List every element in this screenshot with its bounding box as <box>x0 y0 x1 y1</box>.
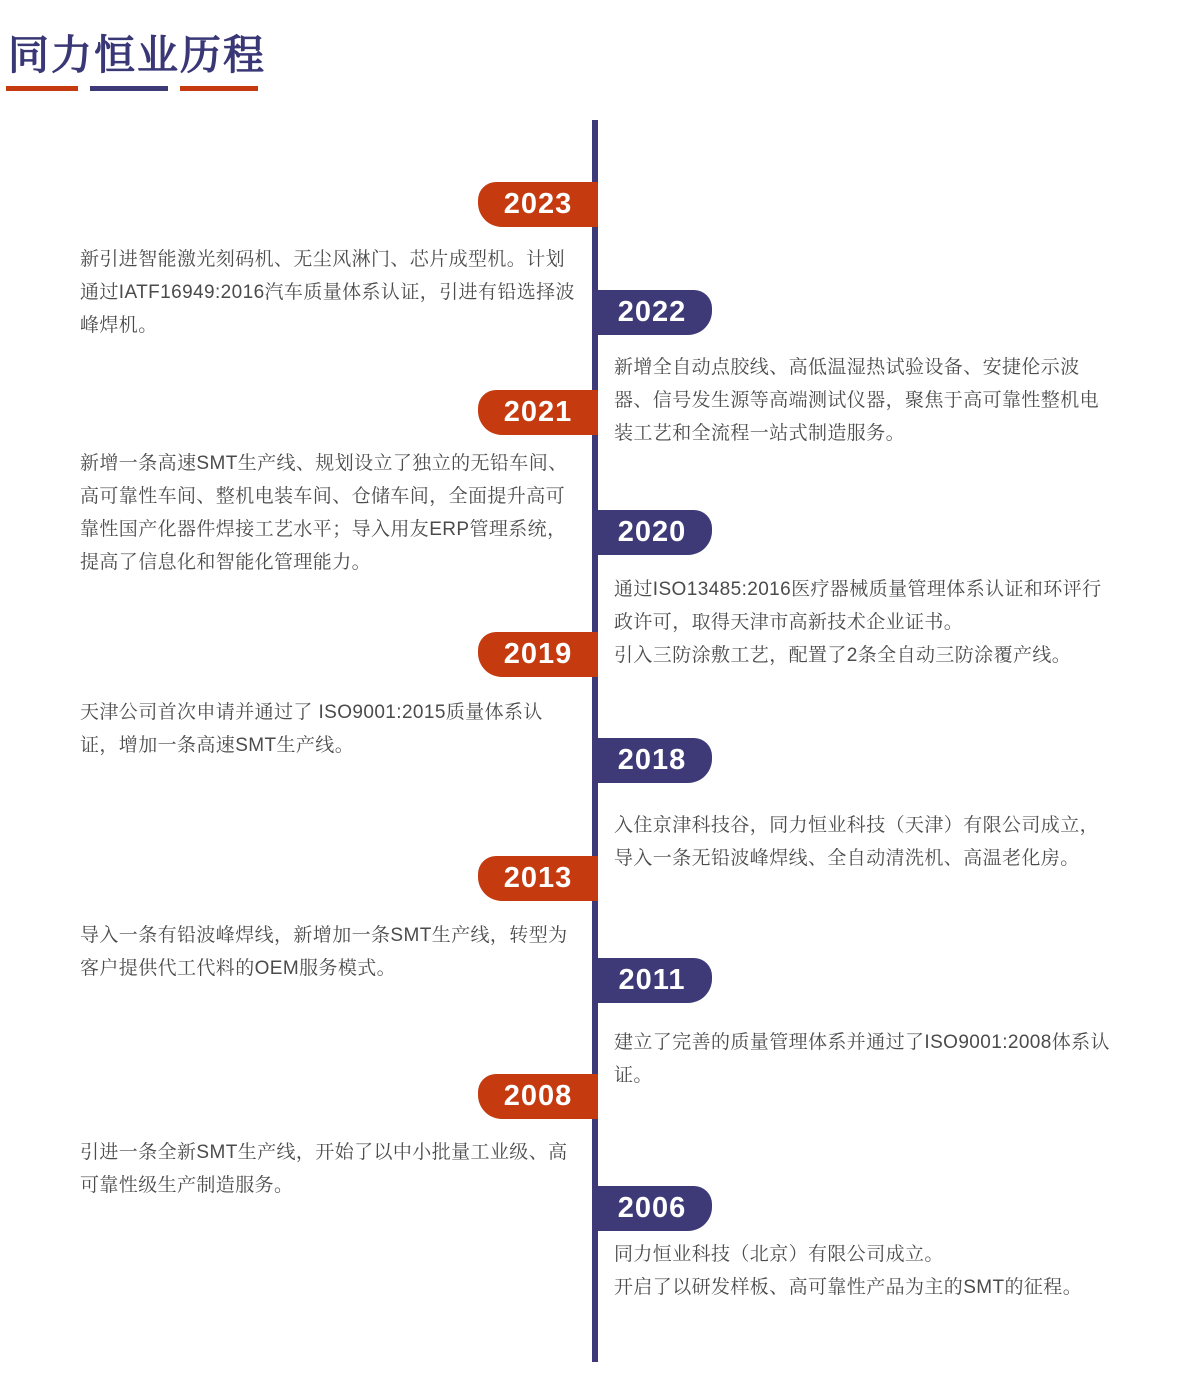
title-underline-middle <box>90 86 168 91</box>
milestone-paragraph: 天津公司首次申请并通过了 ISO9001:2015质量体系认证，增加一条高速SMT生产线。 <box>80 702 543 756</box>
milestone-text-2008 <box>80 1136 580 1202</box>
milestone-text-2019 <box>80 696 580 762</box>
milestone-text-2021 <box>80 447 580 579</box>
milestone-paragraph: 通过ISO13485:2016医疗器械质量管理体系认证和环评行政许可，取得天津市高新技术企业证书。 <box>614 579 1102 633</box>
milestone-paragraph: 入住京津科技谷，同力恒业科技（天津）有限公司成立，导入一条无铅波峰焊线、全自动清洗机、高温老化房。 <box>614 815 1100 869</box>
milestone-text-2006 <box>614 1238 1114 1304</box>
title-underline-left <box>6 86 78 91</box>
year-badge-2020: 2020 <box>592 510 712 555</box>
milestone-text-2011 <box>614 1026 1114 1092</box>
year-badge-2019: 2019 <box>478 632 598 677</box>
title-underline-right <box>180 86 258 91</box>
milestone-paragraph: 导入一条有铅波峰焊线，新增加一条SMT生产线，转型为客户提供代工代料的OEM服务模式。 <box>80 925 568 979</box>
milestone-paragraph: 同力恒业科技（北京）有限公司成立。 <box>614 1244 944 1265</box>
milestone-paragraph: 建立了完善的质量管理体系并通过了ISO9001:2008体系认证。 <box>614 1032 1110 1086</box>
milestone-paragraph: 新增一条高速SMT生产线、规划设立了独立的无铅车间、高可靠性车间、整机电装车间、仓储车间，全面提升高可靠性国产化器件焊接工艺水平；导入用友ERP管理系统，提高了信息化和智能化管理能力。 <box>80 453 568 573</box>
year-badge-2006: 2006 <box>592 1186 712 1231</box>
year-badge-2022: 2022 <box>592 290 712 335</box>
year-badge-2008: 2008 <box>478 1074 598 1119</box>
year-badge-2021: 2021 <box>478 390 598 435</box>
year-badge-2023: 2023 <box>478 182 598 227</box>
year-badge-2013: 2013 <box>478 856 598 901</box>
milestone-text-2018 <box>614 809 1114 875</box>
year-badge-2018: 2018 <box>592 738 712 783</box>
milestone-paragraph: 引入三防涂敷工艺，配置了2条全自动三防涂覆产线。 <box>614 645 1072 666</box>
milestone-paragraph: 新引进智能激光刻码机、无尘风淋门、芯片成型机。计划通过IATF16949:2016汽车质量体系认证，引进有铅选择波峰焊机。 <box>80 249 575 336</box>
milestone-text-2022 <box>614 351 1114 450</box>
page-title: 同力恒业历程 <box>8 32 266 78</box>
milestone-text-2013 <box>80 919 580 985</box>
milestone-paragraph: 开启了以研发样板、高可靠性产品为主的SMT的征程。 <box>614 1277 1083 1298</box>
milestone-paragraph: 引进一条全新SMT生产线，开始了以中小批量工业级、高可靠性级生产制造服务。 <box>80 1142 568 1196</box>
milestone-paragraph: 新增全自动点胶线、高低温湿热试验设备、安捷伦示波器、信号发生源等高端测试仪器，聚焦于高可靠性整机电装工艺和全流程一站式制造服务。 <box>614 357 1100 444</box>
year-badge-2011: 2011 <box>592 958 712 1003</box>
milestone-text-2020 <box>614 573 1114 672</box>
milestone-text-2023 <box>80 243 580 342</box>
